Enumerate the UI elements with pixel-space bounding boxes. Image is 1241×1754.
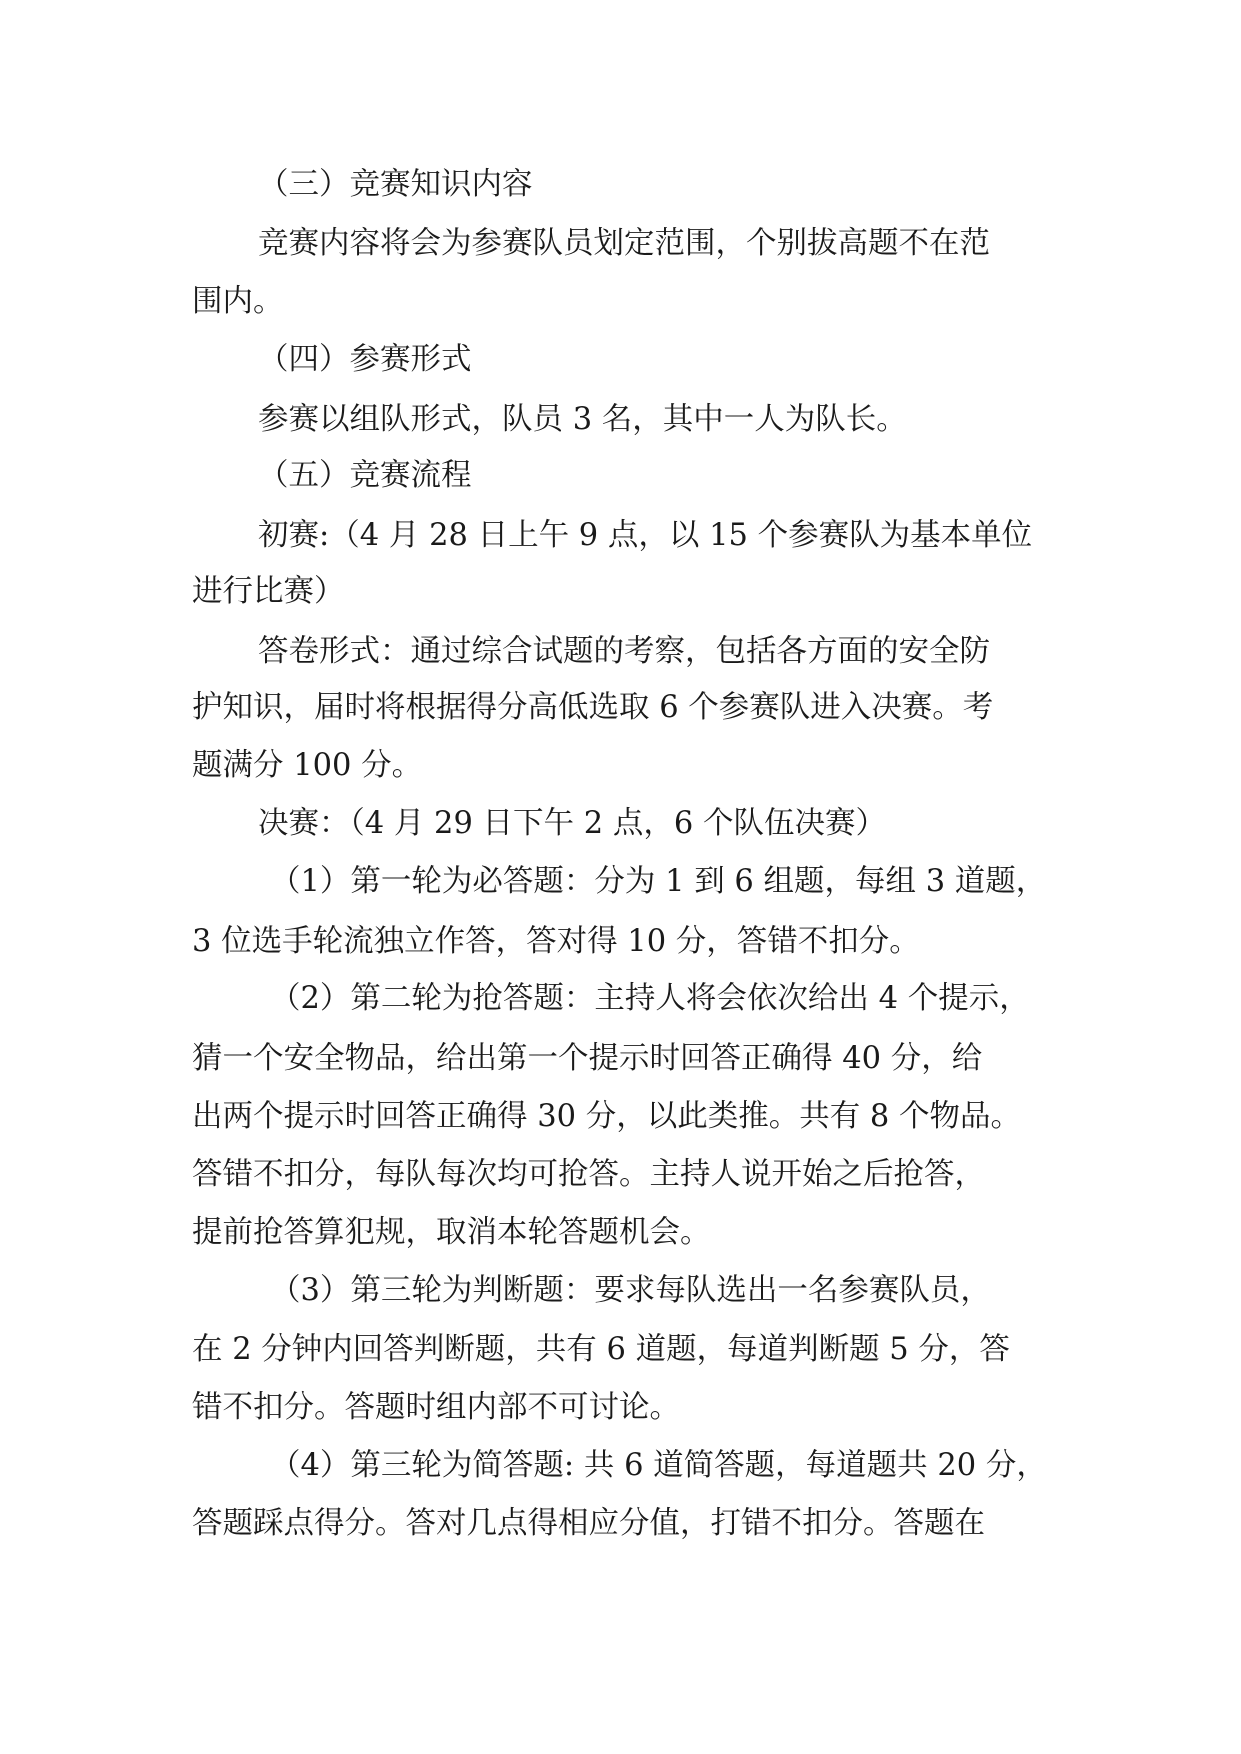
paragraph-line: 护知识，届时将根据得分高低选取 6 个参赛队进入决赛。考 xyxy=(192,690,994,725)
paragraph-line: 进行比赛） xyxy=(192,574,345,609)
list-item-line: （1）第一轮为必答题：分为 1 到 6 组题，每组 3 道题， xyxy=(270,864,1047,899)
list-item-line: （2）第二轮为抢答题：主持人将会依次给出 4 个提示， xyxy=(270,981,1030,1016)
paragraph-line: 在 2 分钟内回答判断题，共有 6 道题，每道判断题 5 分，答 xyxy=(192,1332,1010,1367)
paragraph-line: 出两个提示时回答正确得 30 分，以此类推。共有 8 个物品。 xyxy=(192,1099,1021,1134)
paragraph-line: 答题踩点得分。答对几点得相应分值，打错不扣分。答题在 xyxy=(192,1506,985,1541)
paragraph-line: 参赛以组队形式，队员 3 名，其中一人为队长。 xyxy=(258,402,907,437)
paragraph-line: 初赛:（4 月 28 日上午 9 点，以 15 个参赛队为基本单位 xyxy=(258,518,1033,553)
section-heading-participation-form: （四）参赛形式 xyxy=(258,342,472,377)
paragraph-line: 错不扣分。答题时组内部不可讨论。 xyxy=(192,1390,680,1425)
list-item-line: （3）第三轮为判断题：要求每队选出一名参赛队员， xyxy=(270,1273,991,1308)
list-item-line: （4）第三轮为简答题: 共 6 道简答题，每道题共 20 分， xyxy=(270,1448,1047,1483)
paragraph-line: 竞赛内容将会为参赛队员划定范围，个别拔高题不在范 xyxy=(258,226,990,261)
paragraph-line: 题满分 100 分。 xyxy=(192,748,423,783)
paragraph-line: 答错不扣分，每队每次均可抢答。主持人说开始之后抢答， xyxy=(192,1157,985,1192)
paragraph-line: 围内。 xyxy=(192,284,284,319)
paragraph-line: 提前抢答算犯规，取消本轮答题机会。 xyxy=(192,1215,711,1250)
paragraph-line: 3 位选手轮流独立作答，答对得 10 分，答错不扣分。 xyxy=(192,924,920,959)
paragraph-line: 答卷形式：通过综合试题的考察，包括各方面的安全防 xyxy=(258,634,990,669)
paragraph-line: 猜一个安全物品，给出第一个提示时回答正确得 40 分，给 xyxy=(192,1041,983,1076)
paragraph-line: 决赛：（4 月 29 日下午 2 点，6 个队伍决赛） xyxy=(258,806,886,841)
section-heading-competition-content: （三）竞赛知识内容 xyxy=(258,167,533,202)
section-heading-competition-process: （五）竞赛流程 xyxy=(258,458,472,493)
